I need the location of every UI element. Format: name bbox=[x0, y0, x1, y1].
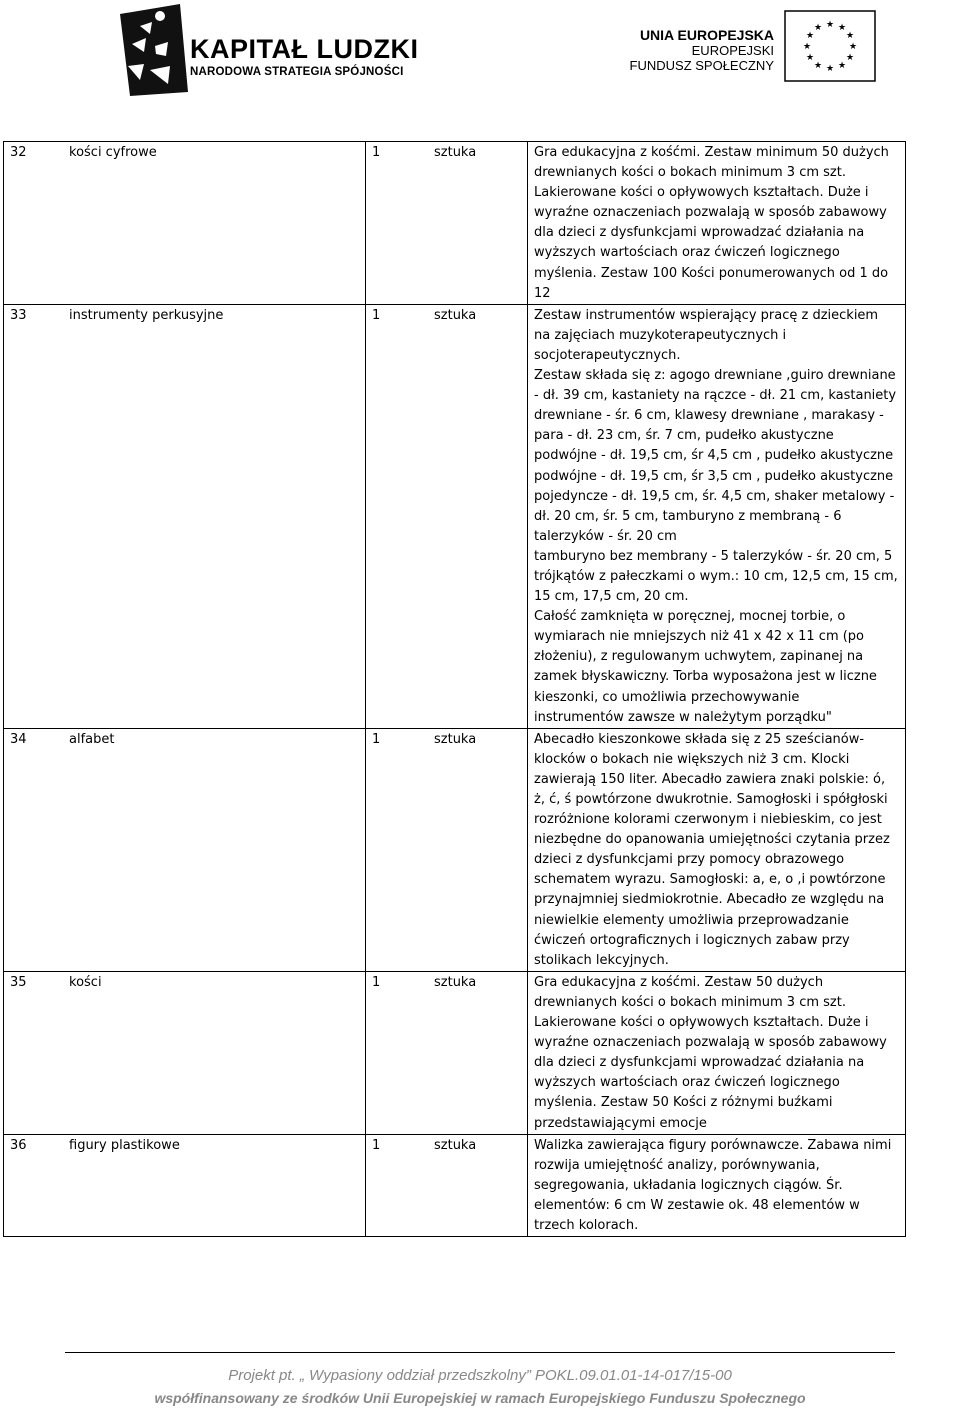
footer-cofinancing: współfinansowany ze środków Unii Europejskiej w ramach Europejskiego Funduszu Społecznego bbox=[154, 1390, 806, 1406]
table-row bbox=[4, 728, 906, 971]
footer-project: Projekt pt. „ Wypasiony oddział przedszkolny” POKL.09.01.01-14-017/15-00 bbox=[228, 1367, 732, 1384]
item-description: Gra edukacyjna z kośćmi. Zestaw minimum 50 dużych drewnianych kości o bokach minimum 3 cm szt. Lakierowane kości o opływowych kształtach. Duże i wyraźne oznaczeniach pozwalają w sposób zabawowy dla dzieci z dysfunkcjami wprowadzać działania na wyższych wartościach oraz ćwiczeń logicznego myślenia. Zestaw 100 Kości ponumerowanych od 1 do 12 bbox=[528, 142, 906, 305]
eu-line3: FUNDUSZ SPOŁECZNY bbox=[629, 58, 774, 73]
svg-text:★: ★ bbox=[813, 61, 823, 71]
svg-text:★: ★ bbox=[848, 42, 858, 52]
row-number: 35 bbox=[4, 971, 64, 1134]
table-row bbox=[4, 304, 906, 728]
svg-text:★: ★ bbox=[845, 53, 855, 63]
svg-text:★: ★ bbox=[805, 31, 815, 41]
item-quantity: 1 bbox=[366, 142, 429, 305]
svg-text:★: ★ bbox=[825, 64, 835, 74]
table-row bbox=[4, 971, 906, 1134]
item-quantity: 1 bbox=[366, 971, 429, 1134]
eu-line1: UNIA EUROPEJSKA bbox=[639, 27, 774, 43]
eu-line2: EUROPEJSKI bbox=[691, 43, 774, 58]
item-unit: sztuka bbox=[428, 971, 528, 1134]
eu-flag-icon bbox=[784, 10, 876, 82]
kl-logo-subtitle: NARODOWA STRATEGIA SPÓJNOŚCI bbox=[190, 66, 404, 78]
item-quantity: 1 bbox=[366, 728, 429, 971]
item-unit: sztuka bbox=[428, 1134, 528, 1236]
table-row bbox=[4, 142, 906, 305]
item-description: Walizka zawierająca figury porównawcze. Zabawa nimi rozwija umiejętność analizy, porównywania, segregowania, układania logicznych ciągów. Śr. elementów: 6 cm W zestawie ok. 48 elementów w trzech kolorach. bbox=[528, 1134, 906, 1236]
svg-text:★: ★ bbox=[813, 23, 823, 33]
page-footer bbox=[0, 1365, 960, 1409]
svg-text:★: ★ bbox=[845, 31, 855, 41]
row-number: 33 bbox=[4, 304, 64, 728]
kl-logo-title: KAPITAŁ LUDZKI bbox=[190, 34, 419, 64]
item-description: Abecadło kieszonkowe składa się z 25 sześcianów- klocków o bokach nie większych niż 3 cm. Klocki zawierają 150 liter. Abecadło zawiera znaki polskie: ó, ż, ć, ś powtórzone dwukrotnie. Samogłoski i spółgłoski rozróżnione kolorami czerwonym i niebieskim, co jest niezbędne do opanowania umiejętności czytania przez dzieci z dysfunkcjami przy pomocy obrazowego schematem wyrazu. Samogłoski: a, e, o ,i powtórzone przynajmniej siedmiokrotnie. Abecadło ze względu na niewielkie elementy umożliwia przeprowadzanie ćwiczeń ortograficznych i logicznych zabaw przy stolikach lekcyjnych. bbox=[528, 728, 906, 971]
footer-divider bbox=[65, 1352, 895, 1353]
svg-text:★: ★ bbox=[837, 61, 847, 71]
table-row bbox=[4, 1134, 906, 1236]
svg-text:★: ★ bbox=[805, 53, 815, 63]
row-number: 32 bbox=[4, 142, 64, 305]
item-name: alfabet bbox=[63, 728, 366, 971]
item-unit: sztuka bbox=[428, 304, 528, 728]
item-name: instrumenty perkusyjne bbox=[63, 304, 366, 728]
item-unit: sztuka bbox=[428, 142, 528, 305]
item-description: Gra edukacyjna z kośćmi. Zestaw 50 dużych drewnianych kości o bokach minimum 3 cm szt. Lakierowane kości o opływowych kształtach. Duże i wyraźne oznaczeniach pozwalają w sposób zabawowy dla dzieci z dysfunkcjami wprowadzać działania na wyższych wartościach oraz ćwiczeń logicznego myślenia. Zestaw 50 Kości z różnymi buźkami przedstawiającymi emocje bbox=[528, 971, 906, 1134]
item-name: kości cyfrowe bbox=[63, 142, 366, 305]
items-table bbox=[3, 141, 906, 1237]
svg-text:★: ★ bbox=[802, 42, 812, 52]
eu-logo-text bbox=[630, 28, 774, 73]
row-number: 34 bbox=[4, 728, 64, 971]
row-number: 36 bbox=[4, 1134, 64, 1236]
item-name: figury plastikowe bbox=[63, 1134, 366, 1236]
item-quantity: 1 bbox=[366, 304, 429, 728]
page-header bbox=[0, 0, 960, 120]
item-name: kości bbox=[63, 971, 366, 1134]
svg-text:★: ★ bbox=[837, 23, 847, 33]
svg-text:★: ★ bbox=[825, 20, 835, 30]
item-unit: sztuka bbox=[428, 728, 528, 971]
item-quantity: 1 bbox=[366, 1134, 429, 1236]
item-description: Zestaw instrumentów wspierający pracę z dzieckiem na zajęciach muzykoterapeutycznych i socjoterapeutycznych. Zestaw składa się z: agogo drewniane ,guiro drewniane - dł. 39 cm, kastaniety na rączce - dł. 21 cm, kastaniety drewniane - śr. 6 cm, klawesy drewniane , marakasy - para - dł. 23 cm, śr. 7 cm, pudełko akustyczne podwójne - dł. 19,5 cm, śr 4,5 cm , pudełko akustyczne podwójne - dł. 19,5 cm, śr 3,5 cm , pudełko akustyczne pojedyncze - dł. 19,5 cm, śr. 4,5 cm, shaker metalowy - dł. 20 cm, śr. 5 cm, tamburyno z membraną - 6 talerzyków - śr. 20 cm tamburyno bez membrany - 5 talerzyków - śr. 20 cm, 5 trójkątów z pałeczkami o wym.: 10 cm, 12,5 cm, 15 cm, 15 cm, 17,5 cm, 20 cm. Całość zamknięta w poręcznej, mocnej torbie, o wymiarach nie mniejszych niż 41 x 42 x 11 cm (po złożeniu), z regulowanym uchwytem, zapinanej na zamek błyskawiczny. Torba wyposażona jest w liczne kieszonki, co umożliwia przechowywanie instrumentów zawsze w należytym porządku" bbox=[528, 304, 906, 728]
